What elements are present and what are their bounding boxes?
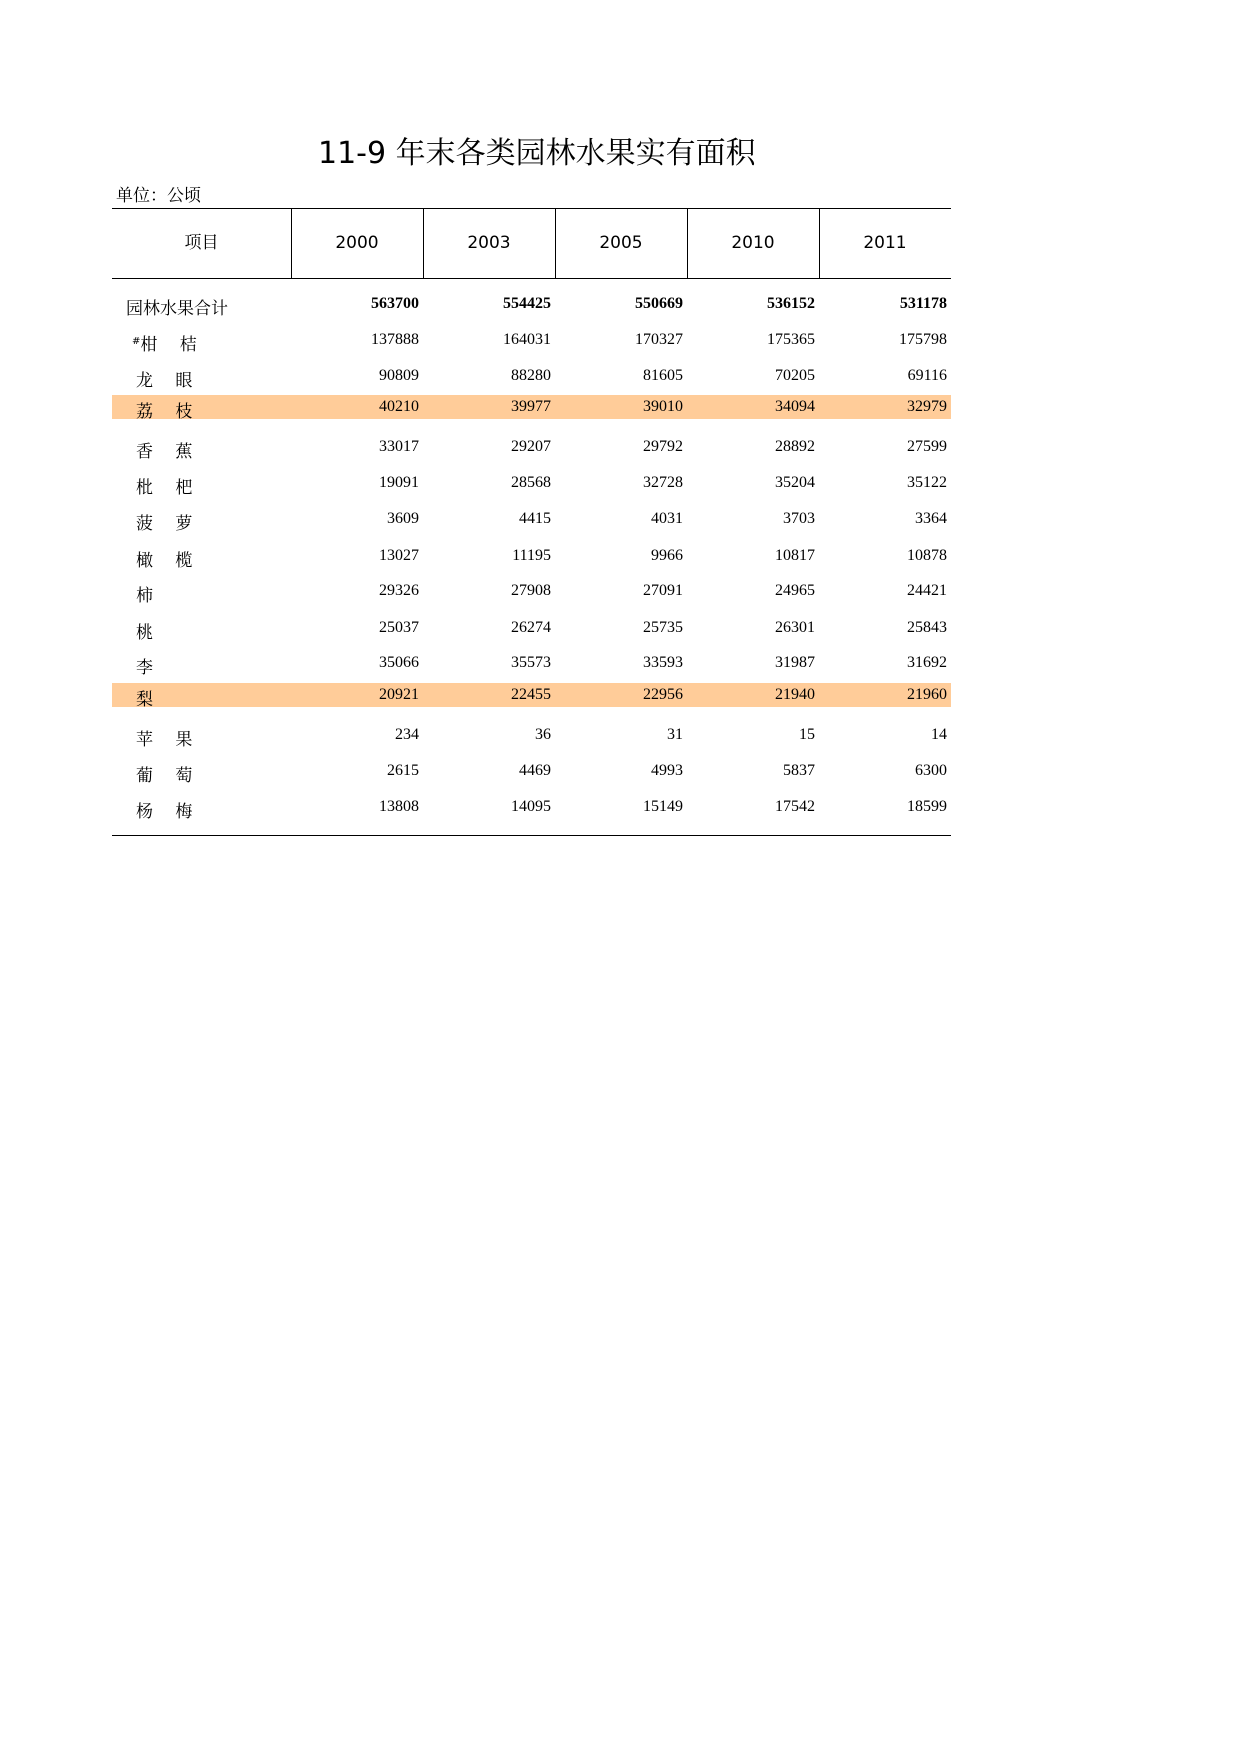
cell-value: 39977 bbox=[511, 398, 551, 415]
cell-value: 35066 bbox=[379, 654, 419, 671]
cell-value: 531178 bbox=[899, 295, 947, 312]
cell-value: 137888 bbox=[371, 331, 419, 348]
cell-value: 18599 bbox=[907, 798, 947, 815]
cell-value: 36 bbox=[535, 726, 551, 743]
row-label-text: 枇 杷 bbox=[136, 478, 193, 498]
table-row bbox=[112, 395, 951, 422]
cell-value: 27091 bbox=[643, 582, 683, 599]
row-label-text: 李 bbox=[136, 658, 153, 678]
row-label-text: 香 蕉 bbox=[136, 442, 193, 462]
row-label-text: 荔 枝 bbox=[136, 402, 193, 422]
cell-value: 536152 bbox=[767, 295, 815, 312]
cell-value: 3703 bbox=[783, 510, 815, 527]
row-label bbox=[136, 546, 192, 571]
cell-value: 70205 bbox=[775, 367, 815, 384]
cell-value: 175798 bbox=[899, 331, 947, 348]
cell-value: 9966 bbox=[651, 547, 683, 564]
row-label bbox=[136, 509, 192, 534]
row-label bbox=[136, 653, 153, 678]
cell-value: 29792 bbox=[643, 438, 683, 455]
cell-value: 31 bbox=[667, 726, 683, 743]
cell-value: 28892 bbox=[775, 438, 815, 455]
cell-value: 10817 bbox=[775, 547, 815, 564]
header-year-2005: 2005 bbox=[599, 233, 643, 253]
table-row bbox=[112, 292, 951, 319]
row-label bbox=[136, 797, 192, 822]
cell-value: 15149 bbox=[643, 798, 683, 815]
row-label bbox=[136, 397, 192, 422]
cell-value: 35204 bbox=[775, 474, 815, 491]
header-year-2003: 2003 bbox=[467, 233, 511, 253]
cell-value: 17542 bbox=[775, 798, 815, 815]
cell-value: 88280 bbox=[511, 367, 551, 384]
cell-value: 39010 bbox=[643, 398, 683, 415]
row-label bbox=[136, 685, 153, 710]
row-label bbox=[132, 330, 197, 355]
table-row bbox=[112, 616, 951, 643]
table-row bbox=[112, 328, 951, 355]
cell-value: 35122 bbox=[907, 474, 947, 491]
table-row bbox=[112, 795, 951, 822]
cell-value: 563700 bbox=[371, 295, 419, 312]
row-label-text: 杨 梅 bbox=[136, 802, 193, 822]
row-label bbox=[136, 725, 192, 750]
header-year-2010: 2010 bbox=[731, 233, 775, 253]
row-label-text: 苹 果 bbox=[136, 730, 193, 750]
cell-value: 28568 bbox=[511, 474, 551, 491]
table-row bbox=[112, 544, 951, 571]
cell-value: 11195 bbox=[512, 547, 551, 564]
cell-value: 24421 bbox=[907, 582, 947, 599]
row-label-mark: # bbox=[132, 336, 141, 347]
cell-value: 27599 bbox=[907, 438, 947, 455]
cell-value: 25735 bbox=[643, 619, 683, 636]
row-label bbox=[136, 581, 153, 606]
cell-value: 22956 bbox=[643, 686, 683, 703]
cell-value: 164031 bbox=[503, 331, 551, 348]
cell-value: 21940 bbox=[775, 686, 815, 703]
row-label-text: 龙 眼 bbox=[136, 371, 193, 391]
cell-value: 170327 bbox=[635, 331, 683, 348]
cell-value: 5837 bbox=[783, 762, 815, 779]
cell-value: 234 bbox=[395, 726, 419, 743]
cell-value: 15 bbox=[799, 726, 815, 743]
cell-value: 14095 bbox=[511, 798, 551, 815]
cell-value: 31692 bbox=[907, 654, 947, 671]
cell-value: 13808 bbox=[379, 798, 419, 815]
row-label bbox=[136, 761, 192, 786]
row-label-text: 园林水果合计 bbox=[126, 299, 228, 319]
cell-value: 22455 bbox=[511, 686, 551, 703]
table-row bbox=[112, 435, 951, 462]
cell-value: 25037 bbox=[379, 619, 419, 636]
row-label bbox=[126, 294, 228, 319]
cell-value: 26301 bbox=[775, 619, 815, 636]
row-label-text: 柑 桔 bbox=[140, 335, 197, 355]
table-row bbox=[112, 759, 951, 786]
cell-value: 2615 bbox=[387, 762, 419, 779]
row-label-text: 柿 bbox=[136, 586, 153, 606]
cell-value: 34094 bbox=[775, 398, 815, 415]
row-label bbox=[136, 437, 192, 462]
cell-value: 24965 bbox=[775, 582, 815, 599]
table-row bbox=[112, 579, 951, 606]
cell-value: 35573 bbox=[511, 654, 551, 671]
cell-value: 3609 bbox=[387, 510, 419, 527]
cell-value: 554425 bbox=[503, 295, 551, 312]
table-row bbox=[112, 683, 951, 710]
header-year-2011: 2011 bbox=[863, 233, 907, 253]
row-label-text: 葡 萄 bbox=[136, 766, 193, 786]
row-label-text: 橄 榄 bbox=[136, 551, 193, 571]
page-title: 11-9 年末各类园林水果实有面积 bbox=[318, 136, 756, 171]
cell-value: 175365 bbox=[767, 331, 815, 348]
cell-value: 81605 bbox=[643, 367, 683, 384]
cell-value: 27908 bbox=[511, 582, 551, 599]
cell-value: 4993 bbox=[651, 762, 683, 779]
cell-value: 20921 bbox=[379, 686, 419, 703]
row-label bbox=[136, 473, 192, 498]
header-bottom-rule bbox=[112, 278, 951, 279]
cell-value: 6300 bbox=[915, 762, 947, 779]
cell-value: 19091 bbox=[379, 474, 419, 491]
table-row bbox=[112, 651, 951, 678]
cell-value: 4031 bbox=[651, 510, 683, 527]
cell-value: 14 bbox=[931, 726, 947, 743]
cell-value: 4469 bbox=[519, 762, 551, 779]
row-label bbox=[136, 366, 192, 391]
header-item-label: 项目 bbox=[184, 233, 219, 253]
row-label-text: 菠 萝 bbox=[136, 514, 193, 534]
table-row bbox=[112, 364, 951, 391]
cell-value: 21960 bbox=[907, 686, 947, 703]
cell-value: 32979 bbox=[907, 398, 947, 415]
table-row bbox=[112, 507, 951, 534]
table-row bbox=[112, 471, 951, 498]
row-label-text: 桃 bbox=[136, 623, 153, 643]
cell-value: 40210 bbox=[379, 398, 419, 415]
cell-value: 90809 bbox=[379, 367, 419, 384]
cell-value: 32728 bbox=[643, 474, 683, 491]
cell-value: 33593 bbox=[643, 654, 683, 671]
cell-value: 10878 bbox=[907, 547, 947, 564]
cell-value: 29326 bbox=[379, 582, 419, 599]
cell-value: 550669 bbox=[635, 295, 683, 312]
table-row bbox=[112, 723, 951, 750]
cell-value: 69116 bbox=[907, 367, 947, 384]
header-year-2000: 2000 bbox=[335, 233, 379, 253]
cell-value: 29207 bbox=[511, 438, 551, 455]
cell-value: 13027 bbox=[379, 547, 419, 564]
row-label-text: 梨 bbox=[136, 690, 153, 710]
row-label bbox=[136, 618, 153, 643]
table-bottom-rule bbox=[112, 835, 951, 836]
cell-value: 4415 bbox=[519, 510, 551, 527]
unit-label: 单位：公顷 bbox=[116, 186, 201, 206]
cell-value: 25843 bbox=[907, 619, 947, 636]
cell-value: 33017 bbox=[379, 438, 419, 455]
cell-value: 26274 bbox=[511, 619, 551, 636]
cell-value: 3364 bbox=[915, 510, 947, 527]
cell-value: 31987 bbox=[775, 654, 815, 671]
